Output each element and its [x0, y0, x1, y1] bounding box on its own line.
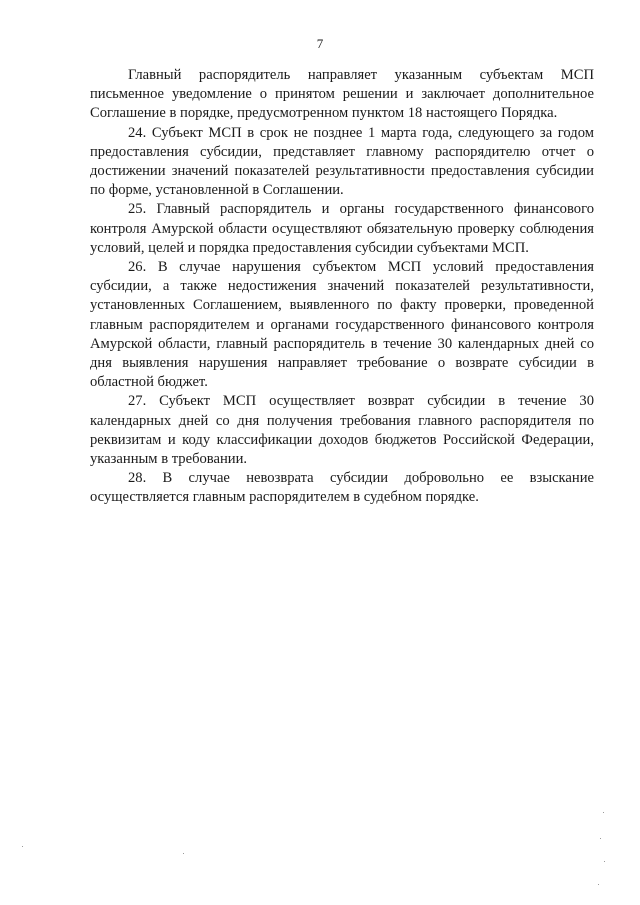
document-body [90, 66, 594, 508]
paragraph-continuation: Главный распорядитель направляет указанным субъектам МСП письменное уведомление о принятом решении и заключает дополнительное Соглашение в порядке, предусмотренном пунктом 18 настоящего Порядка. [90, 67, 594, 122]
paragraph-28: 28. В случае невозврата субсидии добровольно ее взыскание осуществляется главным распорядителем в судебном порядке. [90, 470, 594, 506]
scan-speck [22, 846, 23, 847]
paragraph-26: 26. В случае нарушения субъектом МСП условий предоставления субсидии, а также недостижения значений показателей результативности, установленных Соглашением, выявленного по факту проверки, проведенной главным распорядителем и органами государственного финансового контроля Амурской области, главный распорядитель в течение 30 календарных дней со дня выявления нарушения направляет требование о возврате субсидии в областной бюджет. [90, 259, 594, 391]
paragraph-24: 24. Субъект МСП в срок не позднее 1 марта года, следующего за годом предоставления субсидии, представляет главному распорядителю отчет о достижении значений показателей результативности предоставления субсидии по форме, установленной в Соглашении. [90, 124, 594, 199]
scan-speck [603, 812, 604, 813]
page-number: 7 [316, 36, 324, 51]
scan-speck [600, 838, 601, 839]
scan-speck [598, 884, 599, 885]
paragraph-27: 27. Субъект МСП осуществляет возврат субсидии в течение 30 календарных дней со дня получения требования главного распорядителя по реквизитам и коду классификации доходов бюджетов Российской Федерации, указанным в требовании. [90, 393, 594, 468]
scan-speck [183, 853, 184, 854]
scan-speck [604, 861, 605, 862]
paragraph-25: 25. Главный распорядитель и органы государственного финансового контроля Амурской области осуществляют обязательную проверку соблюдения условий, целей и порядка предоставления субсидии субъектами МСП. [90, 201, 594, 256]
